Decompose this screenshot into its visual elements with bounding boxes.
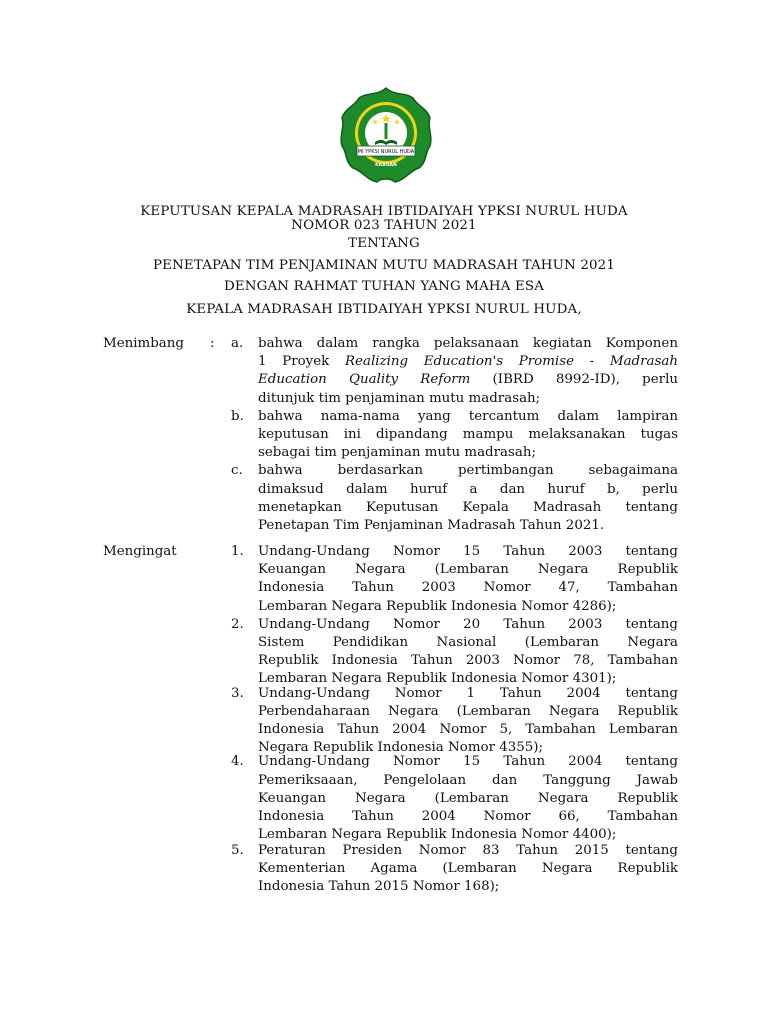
- item-line: Penetapan Tim Penjaminan Madrasah Tahun 2021.: [258, 518, 605, 533]
- item-line: menetapkan Keputusan Kepala Madrasah tentang: [258, 499, 678, 515]
- item-marker: 1.: [231, 544, 244, 559]
- document-header: [0, 204, 768, 318]
- item-text: [258, 462, 678, 535]
- item-line: Sistem Pendidikan Nasional (Lembaran Negara: [258, 635, 678, 650]
- item-line: Lembaran Negara Republik Indonesia Nomor 4301);: [258, 671, 617, 687]
- item-line: bahwa berdasarkan pertimbangan sebagaimana: [258, 463, 678, 479]
- item-line: 1 Proyek Realizing Education's Promise - Madrasah: [258, 354, 678, 370]
- item-line: Undang-Undang Nomor 1 Tahun 2004 tentang: [258, 685, 678, 701]
- madrasah-logo: [337, 82, 435, 186]
- header-subject: PENETAPAN TIM PENJAMINAN MUTU MADRASAH TAHUN 2021: [152, 257, 615, 273]
- header-number: NOMOR 023 TAHUN 2021: [291, 217, 477, 233]
- item-line: dimaksud dalam huruf a dan huruf b, perlu: [258, 481, 678, 497]
- madrasah-crest-icon: [337, 82, 435, 186]
- item-text: [258, 543, 678, 616]
- item-marker: c.: [231, 463, 243, 479]
- item-line: Republik Indonesia Tahun 2003 Nomor 78, Tambahan: [258, 653, 678, 669]
- item-line: keputusan ini dipandang mampu melaksanakan tugas: [258, 427, 678, 442]
- item-marker: 4.: [231, 754, 244, 770]
- item-line: ditunjuk tim penjaminan mutu madrasah;: [258, 390, 541, 406]
- header-title: KEPUTUSAN KEPALA MADRASAH IBTIDAIYAH YPKSI NURUL HUDA: [140, 204, 628, 219]
- item-line: Lembaran Negara Republik Indonesia Nomor 4400);: [258, 827, 617, 843]
- logo-place-text: KRAGAN: [375, 163, 397, 168]
- item-line: Lembaran Negara Republik Indonesia Nomor 4286);: [258, 598, 617, 614]
- item-text: [258, 616, 678, 689]
- item-text: [258, 335, 678, 408]
- item-line: Education Quality Reform (IBRD 8992-ID), perlu: [258, 372, 678, 388]
- header-kepala: KEPALA MADRASAH IBTIDAIYAH YPKSI NURUL HUDA,: [186, 301, 582, 317]
- item-text: [258, 408, 678, 463]
- item-line: Undang-Undang Nomor 15 Tahun 2004 tentang: [258, 754, 678, 770]
- item-line: Pemeriksaaan, Pengelolaan dan Tanggung Jawab: [258, 772, 678, 788]
- section-label-menimbang: Menimbang: [103, 336, 184, 351]
- item-marker: a.: [231, 336, 244, 351]
- item-line: Undang-Undang Nomor 20 Tahun 2003 tentang: [258, 616, 678, 632]
- item-line: Indonesia Tahun 2015 Nomor 168);: [258, 879, 500, 895]
- item-line: sebagai tim penjaminan mutu madrasah;: [258, 445, 536, 461]
- item-line: Negara Republik Indonesia Nomor 4355);: [258, 740, 544, 756]
- item-line: Perbendaharaan Negara (Lembaran Negara Republik: [258, 703, 678, 719]
- item-line: Indonesia Tahun 2003 Nomor 47, Tambahan: [258, 580, 678, 596]
- header-rahmat: DENGAN RAHMAT TUHAN YANG MAHA ESA: [223, 279, 545, 294]
- item-line: Keuangan Negara (Lembaran Negara Republik: [258, 790, 678, 806]
- item-line: Undang-Undang Nomor 15 Tahun 2003 tentang: [258, 544, 678, 559]
- logo-ring-text: MADRASAH IBTIDAIYAH YPKSI NURUL HUDA: [337, 82, 429, 87]
- item-text: [258, 842, 678, 897]
- item-marker: 5.: [231, 843, 244, 858]
- item-marker: 3.: [231, 685, 244, 701]
- item-line: Indonesia Tahun 2004 Nomor 5, Tambahan Lembaran: [258, 722, 678, 737]
- item-line: Keuangan Negara (Lembaran Negara Republik: [258, 562, 678, 578]
- section-label-mengingat: Mengingat: [103, 544, 177, 559]
- item-line: Peraturan Presiden Nomor 83 Tahun 2015 tentang: [258, 843, 678, 858]
- logo-banner-text: MI YPKSI NURUL HUDA: [357, 149, 415, 156]
- item-line: bahwa nama-nama yang tercantum dalam lampiran: [258, 408, 678, 424]
- item-text: [258, 685, 678, 758]
- header-tentang: TENTANG: [348, 236, 420, 251]
- item-line: bahwa dalam rangka pelaksanaan kegiatan Komponen: [258, 336, 678, 351]
- item-line: Kementerian Agama (Lembaran Negara Republik: [258, 861, 678, 877]
- item-marker: b.: [231, 408, 244, 424]
- item-text: [258, 753, 678, 844]
- item-marker: 2.: [231, 616, 244, 632]
- item-line: Indonesia Tahun 2004 Nomor 66, Tambahan: [258, 809, 678, 824]
- section-colon: :: [210, 336, 215, 351]
